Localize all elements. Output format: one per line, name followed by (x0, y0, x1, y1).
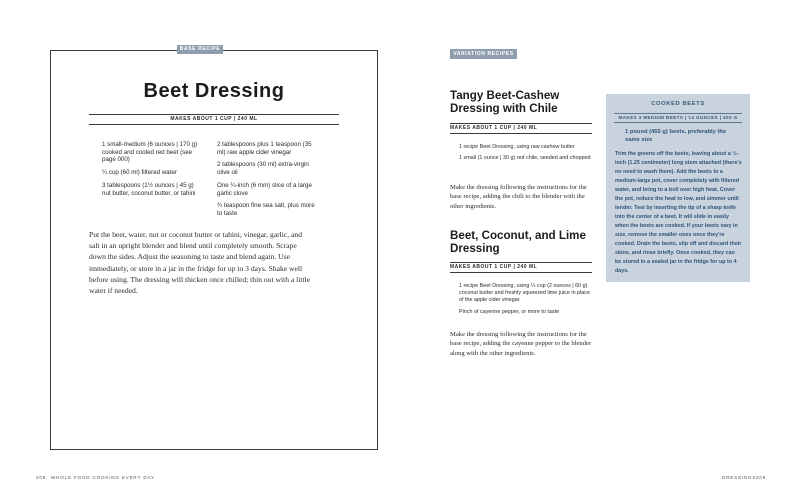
sidebar-ingredient: 1 pound (455 g) beets, preferably the same size (625, 129, 727, 144)
variation-recipes-tag: VARIATION RECIPES (450, 49, 517, 59)
variation-yield: MAKES ABOUT 1 CUP | 240 ML (450, 262, 592, 273)
ingredient: Pinch of cayenne pepper, or more to taste (459, 308, 560, 315)
ingredient: ¾ teaspoon fine sea salt, plus more to taste (217, 202, 315, 217)
variation-ingredients (459, 144, 595, 166)
variation-title: Tangy Beet-Cashew Dressing with Chile (450, 89, 560, 116)
right-page-number: 209 (756, 475, 767, 480)
ingredient: 2 tablespoons plus 1 teaspoon (35 ml) raw apple cider vinegar (217, 141, 312, 156)
ingredient: 1 small (1 ounce | 30 g) red chile, seeded and chopped (459, 155, 591, 162)
sidebar-yield: MAKES 3 MEDIUM BEETS | 14 OUNCES | 400 G (614, 113, 742, 123)
base-recipe-tag: BASE RECIPE (177, 45, 223, 54)
variation-method: Make the dressing following the instructions for the base recipe, adding the cayenne pepper to the blender along with the other ingredients. (450, 331, 592, 357)
base-yield: MAKES ABOUT 1 CUP | 240 ML (89, 114, 339, 125)
left-page-number: 208 (36, 475, 47, 480)
ingredient: ¼ cup (60 ml) filtered water (102, 169, 177, 177)
ingredient: 1 recipe Beet Dressing, using ¼ cup (2 ounces | 60 g) coconut butter and freshly squeezed lime juice in place of the apple cider vinegar (459, 283, 590, 304)
ingredient: 2 tablespoons (30 ml) extra-virgin olive oil (217, 161, 309, 177)
page-title: Beet Dressing (143, 80, 285, 102)
sidebar-title: COOKED BEETS (651, 101, 705, 107)
variation-method: Make the dressing following the instructions for the base recipe, adding the chili to the blender with the other ingredients. (450, 184, 587, 210)
sidebar-body: Trim the greens off the beets, leaving about a ½-inch (1.25 centimeter) long stem attached (there's no need to wash them). Add the beets to a medium-large pot, cover completely with filtered water, and bring to a boil over high heat. Cover the pot, reduce the heat to low, and simmer until tender. Test by inserting the tip of a sharp knife into the center of a beet. It will slide in easily when the beets are cooked. If your beets vary in size, remove the smaller ones once they're cooked. Drain the beets, slip off and discard their skins, and rinse briefly. Once cooked, they can be stored in a sealed jar in the fridge for up to 4 days. (615, 151, 742, 274)
right-running-head: DRESSINGS (722, 475, 757, 480)
ingredient: 1 small-medium (6 ounces | 170 g) cooked and cooled red beet (see page 000) (102, 141, 198, 164)
variation-title: Beet, Coconut, and Lime Dressing (450, 229, 586, 256)
ingredients-right-column (217, 141, 315, 223)
ingredient: 3 tablespoons (1½ ounces | 45 g) nut butter, coconut butter, or tahini (102, 181, 196, 197)
base-method: Put the beet, water, nut or coconut butter or tahini, vinegar, garlic, and salt in an upright blender and blend until completely smooth. Scrape down the sides. Adjust the seasoning to taste and blend again. Use immediately, or store in a jar in the fridge for up to 3 days. Shake well before using. The dressing will thicken once chilled; thin out with a little water if needed. (89, 230, 311, 296)
ingredients-left-column (102, 141, 200, 202)
left-running-head: WHOLE FOOD COOKING EVERY DAY (51, 475, 155, 480)
variation-yield: MAKES ABOUT 1 CUP | 240 ML (450, 123, 592, 134)
ingredient: One ¼-inch (6 mm) slice of a large garlic clove (217, 181, 312, 197)
ingredient: 1 recipe Beet Dressing, using raw cashew butter (459, 144, 575, 150)
variation-ingredients (459, 283, 595, 320)
